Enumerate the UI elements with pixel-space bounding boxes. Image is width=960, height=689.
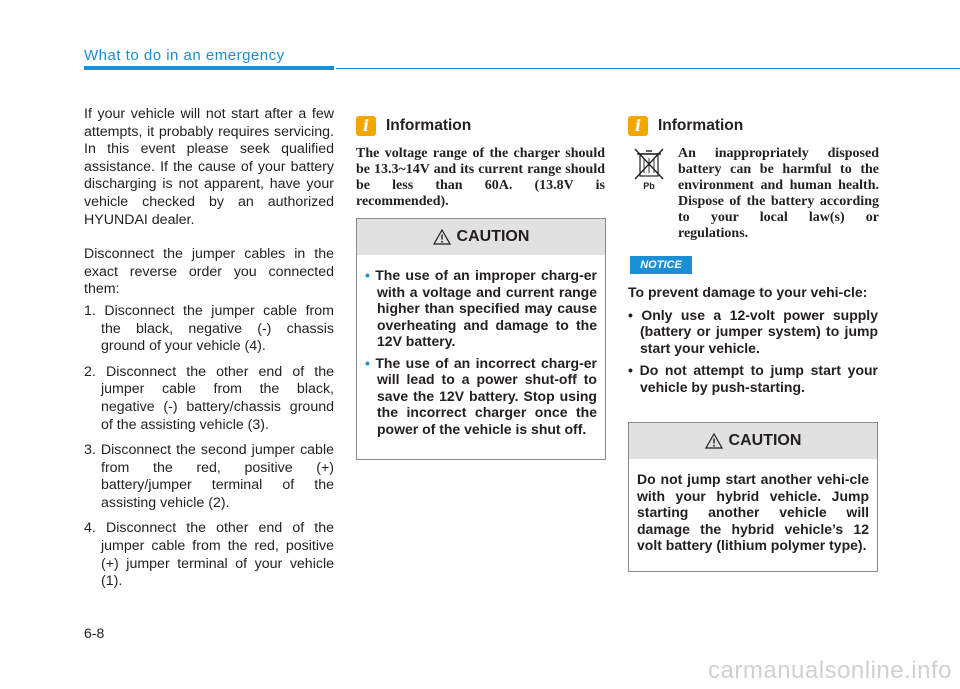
bullet-icon: • [365,267,376,283]
notice-list [628,307,878,396]
page-number: 6-8 [84,625,105,641]
caution-item-text: The use of an incorrect charg-er will lead to a power shut-off to save the 12V battery. Stop using the incorrect charger once the power of the vehicle is shut off. [375,354,597,437]
caution-item [365,267,597,350]
info-text: An inappropriately disposed battery can be harmful to the environment and human health. Dispose of the battery according to your local law(s) or regulations. [678,146,879,241]
warning-triangle-icon [433,229,451,245]
step-list [84,303,334,591]
caution-title: CAUTION [728,432,802,449]
battery-icon-label: Pb [643,181,655,191]
caution-item-text: The use of an improper charg-er with a voltage and current range higher than specified may cause overheating and damage to the 12V battery. [375,267,597,349]
step-item: 4. Disconnect the other end of the jumper cable from the red, positive (+) jumper terminal of your vehicle (1). [84,520,334,590]
info-heading [356,116,605,136]
caution-body [629,459,877,566]
info-icon: i [356,116,376,136]
header-accent-bar [84,66,334,70]
step-item: 3. Disconnect the second jumper cable from the red, positive (+) battery/jumper terminal of the assisting vehicle (2). [84,442,334,511]
caution-text: Do not jump start another vehi-cle with your hybrid vehicle. Jump starting another vehicle will damage the hybrid vehicle’s 12 volt battery (lithium polymer type). [637,471,869,553]
disconnect-paragraph: Disconnect the jumper cables in the exact reverse order you connected them: [84,246,334,298]
caution-title: CAUTION [456,228,530,245]
notice-badge: NOTICE [630,256,692,274]
info-title: Information [658,117,744,134]
header-title: What to do in an emergency [84,47,285,64]
middle-info [356,116,605,210]
warning-triangle-icon [705,433,723,449]
info-icon: i [628,116,648,136]
battery-disposal-icon [628,146,670,192]
notice-item: • Do not attempt to jump start your vehicle by push-starting. [628,362,878,395]
notice-intro: To prevent damage to your vehi-cle: [628,284,868,300]
right-info [628,116,879,242]
notice-item: • Only use a 12-volt power supply (battery or jumper system) to jump start your vehicle. [628,306,878,356]
bullet-icon: • [365,354,376,371]
caution-item [365,355,597,438]
left-column [84,106,334,599]
caution-body [357,255,605,454]
info-text: The voltage range of the charger should be 13.3~14V and its current range should be less than 60A. (13.8V is recommended). [356,146,605,209]
caution-box [356,218,606,460]
info-title: Information [386,117,472,134]
caution-header [629,423,877,459]
caution-box-hybrid [628,422,878,572]
watermark[interactable]: carmanualsonline.info [708,657,952,684]
header-rule [336,68,960,69]
caution-header [357,219,605,255]
step-item: 2. Disconnect the other end of the jumper cable from the black, negative (-) battery/chassis ground of the assisting vehicle (3). [84,363,334,433]
info-heading [628,116,879,136]
step-item: 1. Disconnect the jumper cable from the black, negative (-) chassis ground of your vehicle (4). [84,302,334,355]
notice-section [628,284,878,401]
caution-list [365,267,597,437]
intro-paragraph: If your vehicle will not start after a few attempts, it probably requires servicing. In this event please seek qualified assistance. If the cause of your battery discharging is not apparent, have your vehicle checked by an authorized HYUNDAI dealer. [84,106,334,228]
